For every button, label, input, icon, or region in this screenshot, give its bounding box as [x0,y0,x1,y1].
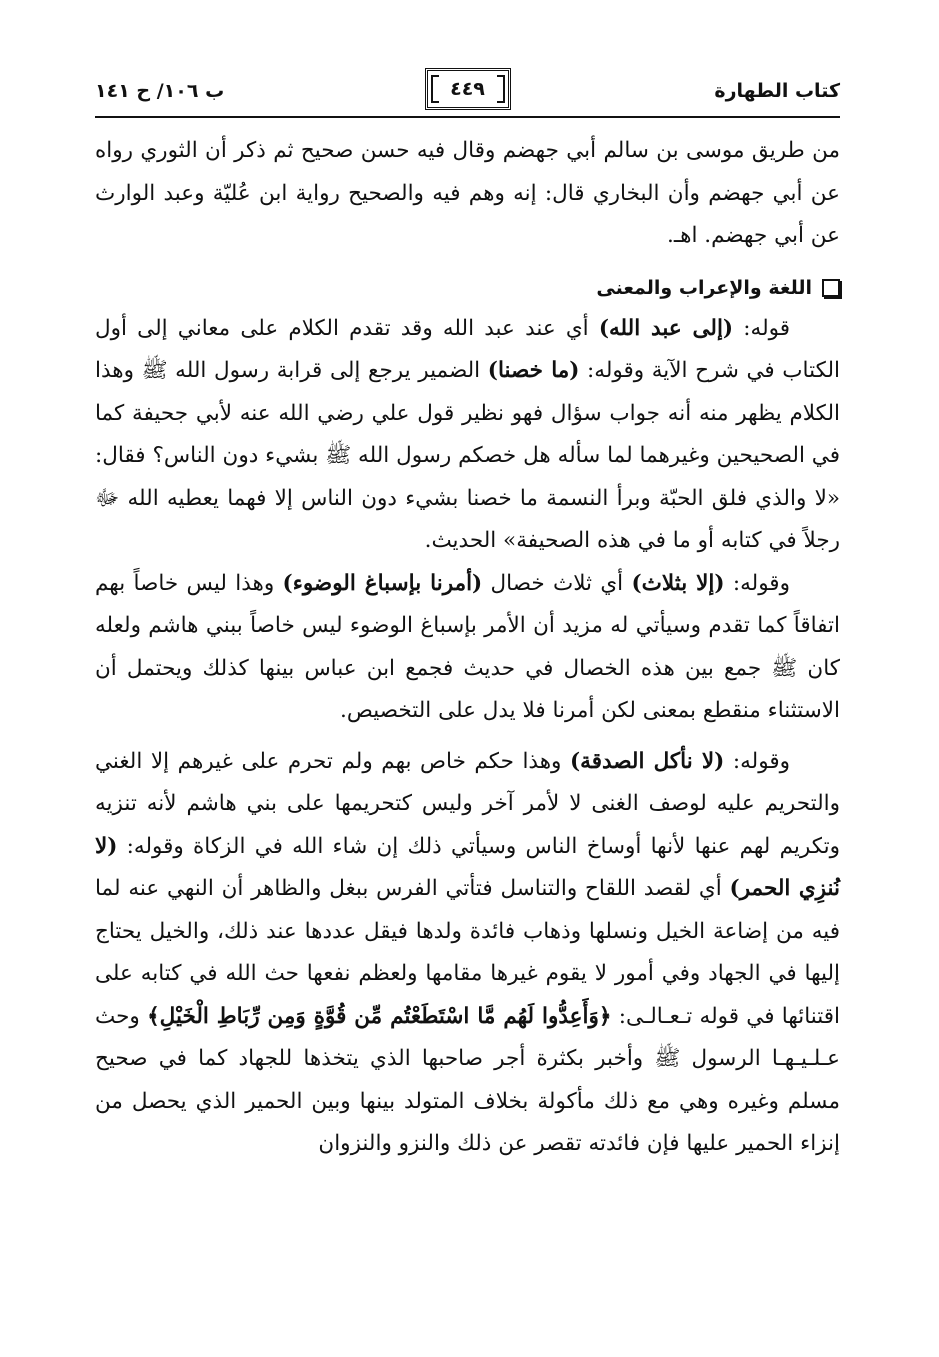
p1-text-e: الضمير يرجع إلى قرابة رسول الله ﷺ وهذا الكلام يظهر منه أنه جواب سؤال فهو نظير قول علي رضي الله عنه لأبي جحيفة كما في الصحيحين وغيرهما لما سأله هل خصكم رسول الله ﷺ بشيء دون الناس؟ فقال: «لا والذي فلق الحبّة وبرأ النسمة ما خصنا بشيء دون الناس إلا فهما يعطيه الله ﷻ رجلاً في كتابه أو ما في هذه الصحيفة» الحديث. [95,358,840,553]
book-page [95,60,840,1166]
page-number-box [425,68,511,110]
quran-verse: ﴿وَأَعِدُّوا لَهُم مَّا اسْتَطَعْتُم مِّن قُوَّةٍ وَمِن رِّبَاطِ الْخَيْلِ﴾ [147,1003,612,1029]
p3-text-a: وقوله: [724,748,790,774]
hadith-reference: ب ١٠٦/ ح ١٤١ [95,80,225,102]
intro-paragraph: من طريق موسى بن سالم أبي جهضم وقال فيه حسن صحيح ثم ذكر أن الثوري رواه عن أبي جهضم وأن البخاري قال: إنه وهم فيه والصحيح رواية ابن عُليّة وعبد الوارث عن أبي جهضم. اهـ. [95,138,840,248]
p1-term-2: (ما خصنا) [487,358,580,383]
square-bullet-icon [822,279,840,297]
p3-term-2: (لا نُنزِي الحمر) [95,833,840,901]
p3-text-g: وحث عـلـيـهـا الرسول ﷺ وأخبر بكثرة أجر صاحبها الذي يتخذها للجهاد كما في صحيح مسلم وغيره وهي مع ذلك مأكولة بخلاف المتولد بينها وبين الحمير الذي يحصل من إنزاء الحمير عليها فإن فائدته تقصر عن ذلك والنزو والنزوان [95,1003,840,1156]
page-body [95,130,840,1166]
p2-term-2: (أمرنا بإسباغ الوضوء) [282,570,483,596]
page-header [95,60,840,112]
section-heading-text: اللغة والإعراب والمعنى [596,276,812,299]
p1-text-a: قوله: [733,315,791,341]
p3-term-1: (لا نأكل الصدقة) [570,748,725,774]
page-number: ٤٤٩ [450,78,485,100]
p2-text-e: وهذا ليس خاصاً بهم اتفاقاً كما تقدم وسيأتي له مزيد أن الأمر بإسباغ الوضوء ليس خاصاً ببني هاشم ولعله كان ﷺ جمع بين هذه الخصال في حديث فجمع ابن عباس بينها كذلك ويحتمل أن الاستثناء منقطع بمعنى لكن أمرنا فلا يدل على التخصيص. [95,570,840,723]
book-title: كتاب الطهارة [714,80,840,102]
section-heading [95,268,840,308]
header-divider [95,116,840,118]
paragraph-3 [95,741,840,1166]
paragraph-2 [95,563,840,733]
p1-term-1: (إلى عبد الله) [598,315,734,341]
p1-text-c: أي عند عبد الله وقد تقدم الكلام على معاني إلى أول الكتاب في شرح الآية وقوله: [95,315,840,383]
p2-term-1: (إلا بثلاث) [631,570,725,596]
p2-text-a: وقوله: [724,570,790,596]
p2-text-c: أي ثلاث خصال [482,570,632,596]
paragraph-1 [95,308,840,563]
p3-text-c: وهذا حكم خاص بهم ولم تحرم على غيرهم إلا الغني والتحريم عليه لوصف الغنى لا لأمر آخر وليس كتحريمها على بني هاشم لأنه تنزيه وتكريم لهم عنها لأنها أوساخ الناس وسيأتي ذلك إن شاء الله في الزكاة وقوله: [95,748,840,859]
p3-text-e: أي لقصد اللقاح والتناسل فتأتي الفرس ببغل والظاهر أن النهي عنه لما فيه من إضاعة الخيل ونسلها وذهاب فائدة ولدها فيقل عددها عند ذلك، والخيل يحتاج إليها في الجهاد وفي أمور لا يقوم غيرها مقامها ولعظم نفعها حث الله في كتابه على اقتنائها في قوله تـعـالـى: [95,876,840,1029]
